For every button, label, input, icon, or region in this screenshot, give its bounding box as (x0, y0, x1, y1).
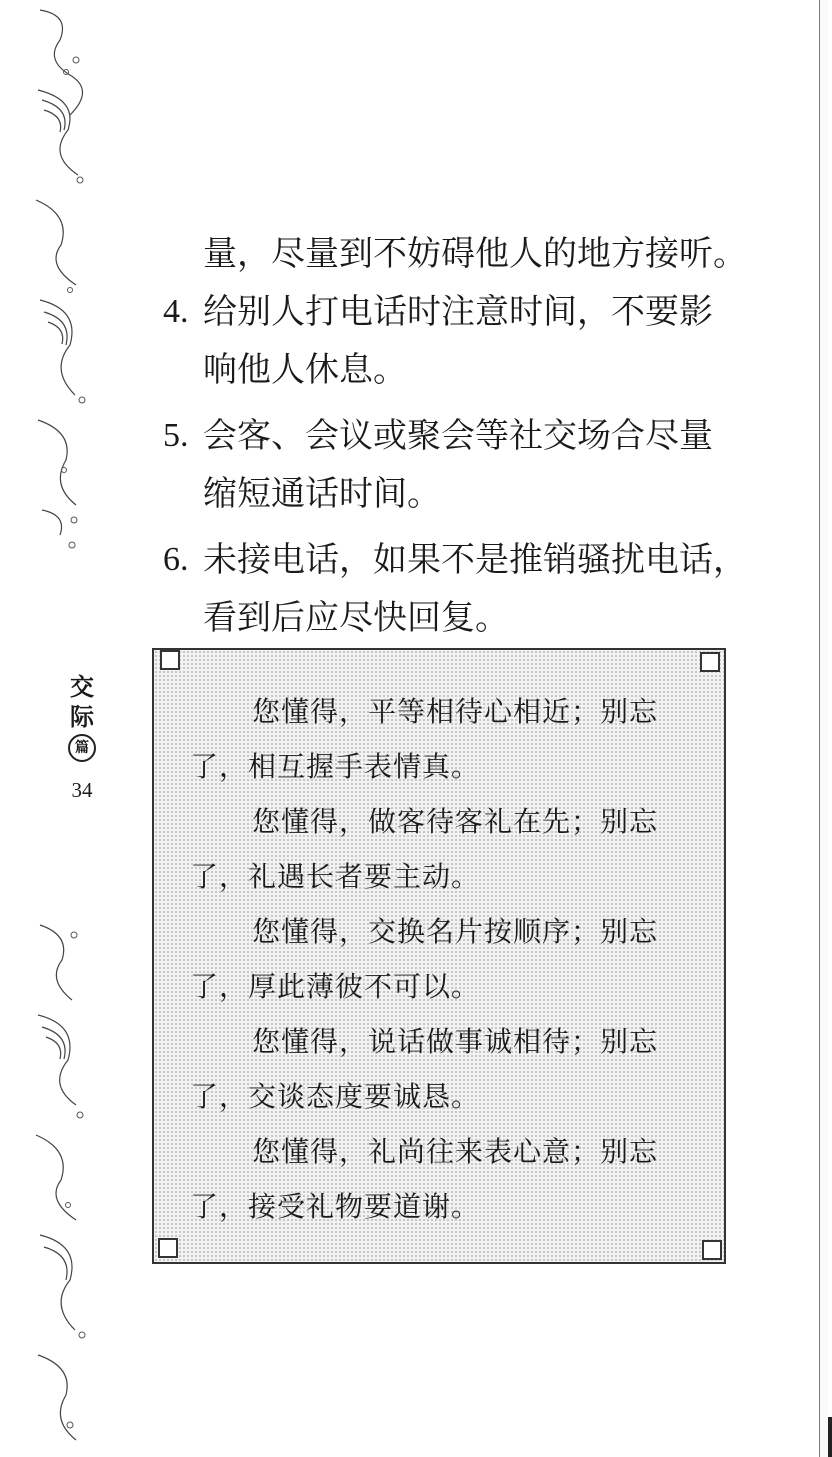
list-item (163, 531, 773, 589)
verse-text (190, 684, 710, 1234)
verse-line: 您懂得，平等相待心相近；别忘 (252, 695, 659, 728)
list-item-number: 6. (163, 541, 189, 578)
etiquette-list (163, 225, 773, 647)
verse-line: 了，礼遇长者要主动。 (190, 860, 481, 893)
list-item-line: 会客、会议或聚会等社交场合尽量 (203, 416, 713, 456)
verse-line: 了，相互握手表情真。 (190, 750, 481, 783)
section-tab-char-1: 交 (70, 672, 94, 701)
list-continuation-line: 量，尽量到不妨碍他人的地方接听。 (203, 234, 747, 274)
list-item-number: 5. (163, 417, 189, 454)
box-corner-ornament (700, 652, 720, 672)
cloud-ornament-bottom (30, 905, 94, 1457)
list-item-line: 未接电话，如果不是推销骚扰电话， (203, 540, 747, 580)
list-item-line: 缩短通话时间。 (203, 474, 441, 514)
list-item-line: 响他人休息。 (203, 350, 407, 390)
cloud-ornament-top (30, 0, 94, 560)
list-item-line: 看到后应尽快回复。 (203, 598, 509, 638)
verse-line: 您懂得，交换名片按顺序；别忘 (252, 915, 659, 948)
box-corner-ornament (702, 1240, 722, 1260)
section-tab-circled-char: 篇 (68, 734, 96, 762)
verse-line: 您懂得，说话做事诚相待；别忘 (252, 1025, 659, 1058)
page-edge (819, 0, 828, 1457)
section-tab-char-2: 际 (70, 702, 94, 731)
verse-line: 了，厚此薄彼不可以。 (190, 970, 481, 1003)
verse-line: 了，交谈态度要诚恳。 (190, 1080, 481, 1113)
list-item (163, 407, 773, 465)
verse-line: 了，接受礼物要道谢。 (190, 1190, 481, 1223)
verse-line: 您懂得，礼尚往来表心意；别忘 (252, 1135, 659, 1168)
section-tab (52, 672, 112, 762)
box-corner-ornament (158, 1238, 178, 1258)
box-corner-ornament (160, 650, 180, 670)
verse-line: 您懂得，做客待客礼在先；别忘 (252, 805, 659, 838)
list-item (163, 283, 773, 341)
list-item-number: 4. (163, 293, 189, 330)
list-item-line: 给别人打电话时注意时间，不要影 (203, 292, 713, 332)
page-number: 34 (71, 778, 93, 802)
